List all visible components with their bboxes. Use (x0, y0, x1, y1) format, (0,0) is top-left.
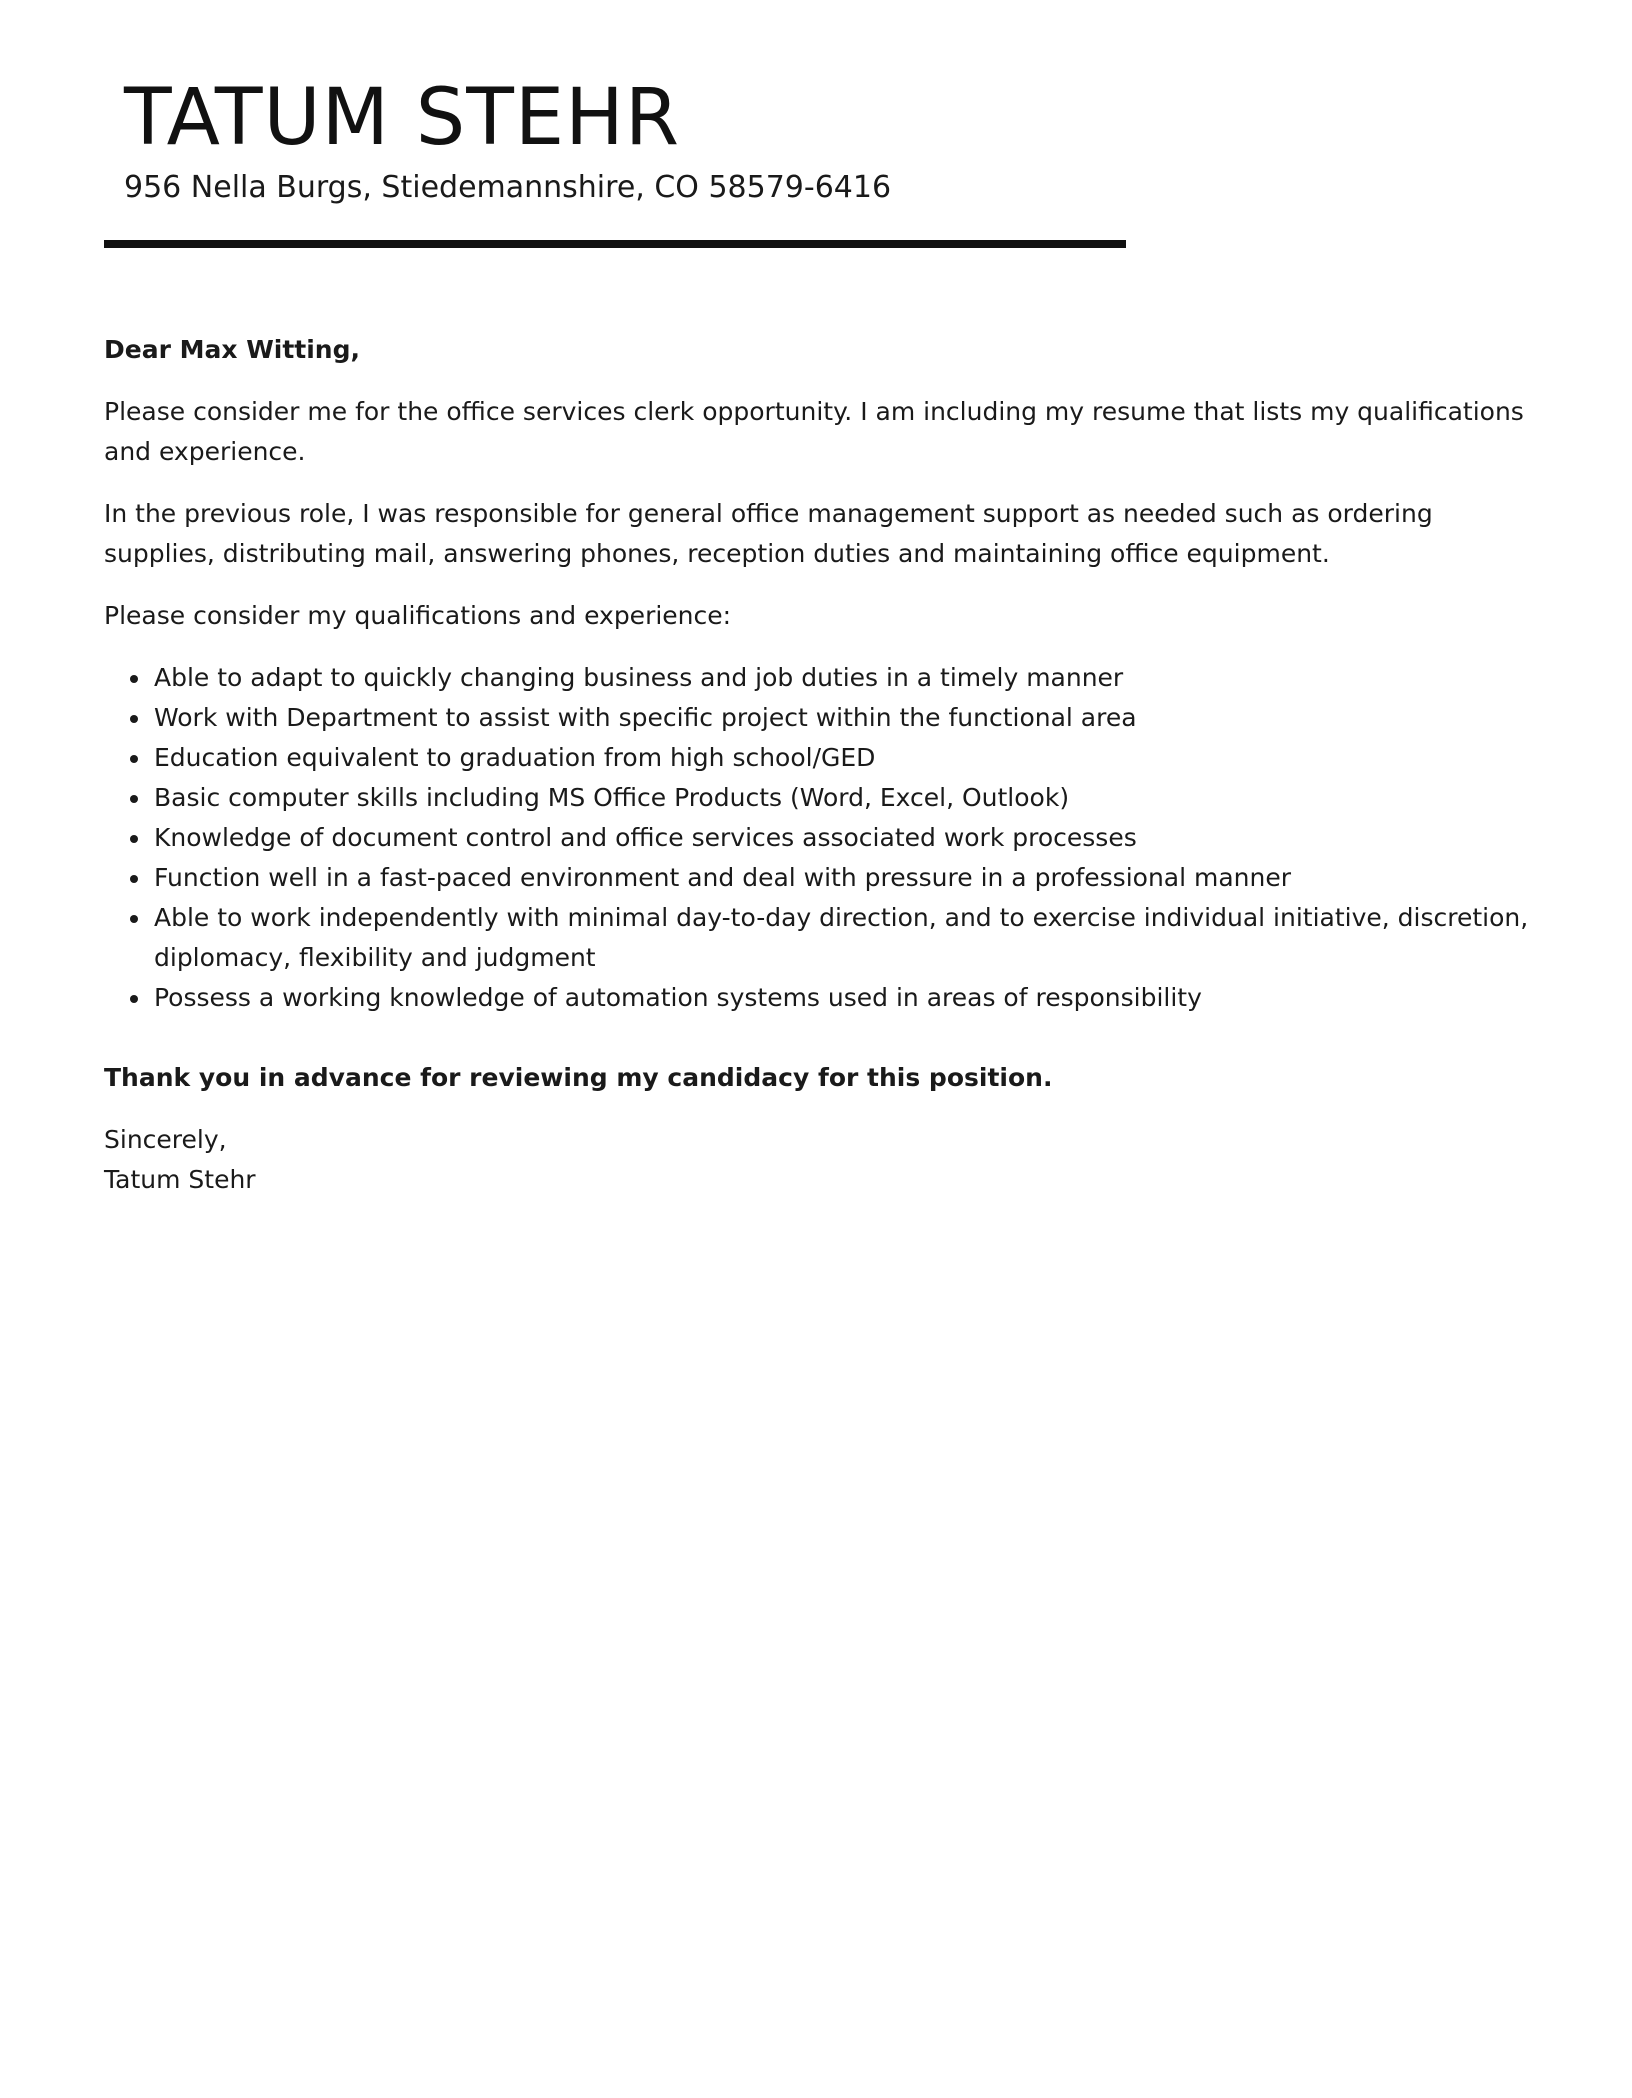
list-item: • Possess a working knowledge of automation systems used in areas of responsibility (152, 978, 1544, 1018)
signoff: Sincerely, (104, 1125, 227, 1154)
qualifications-intro: Please consider my qualifications and experience: (104, 601, 732, 630)
list-item: • Function well in a fast-paced environment and deal with pressure in a professional manner (152, 858, 1544, 898)
list-item: • Basic computer skills including MS Office Products (Word, Excel, Outlook) (152, 778, 1544, 818)
applicant-address: 956 Nella Burgs, Stiedemannshire, CO 58579-6416 (124, 170, 892, 205)
signature-name: Tatum Stehr (104, 1165, 256, 1194)
letter-body (104, 330, 1544, 1200)
intro-paragraph: Please consider me for the office services clerk opportunity. I am including my resume that lists my qualifications and experience. (104, 397, 1524, 466)
list-item: • Able to work independently with minimal day-to-day direction, and to exercise individual initiative, discretion, diplomacy, flexibility and judgment (152, 898, 1544, 978)
salutation: Dear Max Witting, (104, 335, 360, 364)
qualifications-list (104, 658, 1544, 1018)
applicant-name: TATUM STEHR (124, 73, 681, 163)
list-item: • Able to adapt to quickly changing business and job duties in a timely manner (152, 658, 1544, 698)
experience-paragraph: In the previous role, I was responsible for general office management support as needed such as ordering supplies, distributing mail, answering phones, reception duties and maintaining office equipment. (104, 499, 1433, 568)
closing-line: Thank you in advance for reviewing my candidacy for this position. (104, 1063, 1053, 1092)
list-item: • Work with Department to assist with specific project within the functional area (152, 698, 1544, 738)
list-item: • Knowledge of document control and office services associated work processes (152, 818, 1544, 858)
header-divider (104, 240, 1126, 248)
list-item: • Education equivalent to graduation from high school/GED (152, 738, 1544, 778)
letter-header (124, 72, 1124, 208)
